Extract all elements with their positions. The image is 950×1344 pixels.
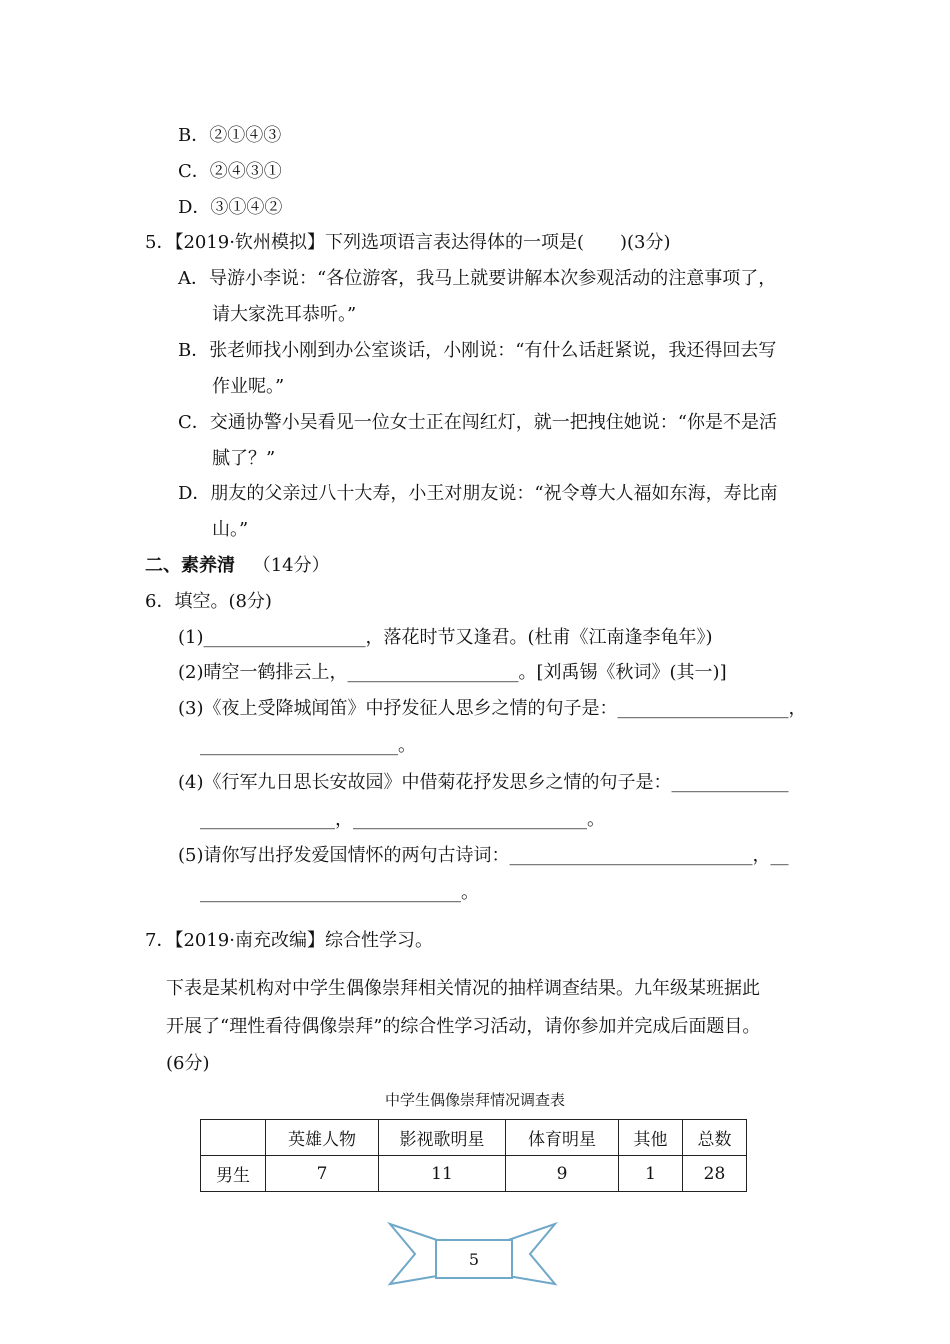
table-cell: 7 bbox=[266, 1156, 379, 1192]
question-6-stem: 6．填空。(8分) bbox=[145, 591, 272, 612]
survey-table bbox=[200, 1119, 747, 1192]
section-2-heading bbox=[145, 554, 330, 578]
q6-item-5: (5)请你写出抒发爱国情怀的两句古诗词：___________________________，__ bbox=[178, 845, 789, 866]
table-cell: 28 bbox=[683, 1156, 747, 1192]
table-header-cell: 体育明星 bbox=[506, 1120, 619, 1156]
table-cell: 男生 bbox=[201, 1156, 266, 1192]
table-row bbox=[201, 1156, 747, 1192]
q6-item-4-cont: _______________，__________________________。 bbox=[200, 809, 605, 830]
table-cell: 11 bbox=[379, 1156, 506, 1192]
q7-paragraph-line1: 下表是某机构对中学生偶像崇拜相关情况的抽样调查结果。九年级某班据此 bbox=[166, 978, 760, 999]
table-header-cell: 英雄人物 bbox=[266, 1120, 379, 1156]
table-header-row bbox=[201, 1120, 747, 1156]
q5-option-c-line2: 腻了？” bbox=[212, 448, 276, 469]
q6-item-4: (4)《行军九日思长安故园》中借菊花抒发思乡之情的句子是：_____________ bbox=[178, 772, 789, 793]
section-2-title: 二、素养清 bbox=[145, 555, 235, 576]
q5-option-b-line2: 作业呢。” bbox=[212, 376, 285, 397]
q6-item-1: (1)__________________，落花时节又逢君。(杜甫《江南逢李龟年》) bbox=[178, 627, 713, 648]
q7-paragraph-line2: 开展了“理性看待偶像崇拜”的综合性学习活动，请你参加并完成后面题目。 bbox=[166, 1016, 761, 1037]
question-7-stem: 7．【2019·南充改编】综合性学习。 bbox=[145, 930, 433, 951]
q6-item-5-cont: _____________________________。 bbox=[200, 882, 479, 903]
q6-item-3-cont: ______________________。 bbox=[200, 735, 416, 756]
q5-option-d-line2: 山。” bbox=[212, 519, 249, 540]
option-d: D．③①④② bbox=[178, 197, 283, 218]
question-5-stem: 5．【2019·钦州模拟】下列选项语言表达得体的一项是( )(3分) bbox=[145, 232, 671, 253]
table-cell: 9 bbox=[506, 1156, 619, 1192]
q5-option-c-line1: C．交通协警小吴看见一位女士正在闯红灯，就一把拽住她说：“你是不是活 bbox=[178, 412, 777, 433]
section-2-score: （14分） bbox=[252, 555, 330, 576]
table-caption: 中学生偶像崇拜情况调查表 bbox=[384, 1091, 565, 1109]
q7-paragraph-line3: (6分) bbox=[166, 1053, 210, 1074]
table-cell: 1 bbox=[619, 1156, 683, 1192]
q5-option-d-line1: D．朋友的父亲过八十大寿，小王对朋友说：“祝令尊大人福如东海，寿比南 bbox=[178, 483, 778, 504]
q5-option-a-line2: 请大家洗耳恭听。” bbox=[212, 304, 357, 325]
option-b: B．②①④③ bbox=[178, 125, 282, 146]
q6-item-3: (3)《夜上受降城闻笛》中抒发征人思乡之情的句子是：___________________， bbox=[178, 698, 807, 719]
table-header-cell: 其他 bbox=[619, 1120, 683, 1156]
q6-item-2: (2)晴空一鹤排云上，___________________。[刘禹锡《秋词》(其一)] bbox=[178, 662, 727, 683]
table-header-cell bbox=[201, 1120, 266, 1156]
q5-option-a-line1: A．导游小李说：“各位游客，我马上就要讲解本次参观活动的注意事项了， bbox=[178, 268, 777, 289]
page-number: 5 bbox=[468, 1249, 480, 1269]
table-header-cell: 影视歌明星 bbox=[379, 1120, 506, 1156]
q5-option-b-line1: B．张老师找小刚到办公室谈话，小刚说：“有什么话赶紧说，我还得回去写 bbox=[178, 340, 777, 361]
table-header-cell: 总数 bbox=[683, 1120, 747, 1156]
option-c: C．②④③① bbox=[178, 161, 282, 182]
